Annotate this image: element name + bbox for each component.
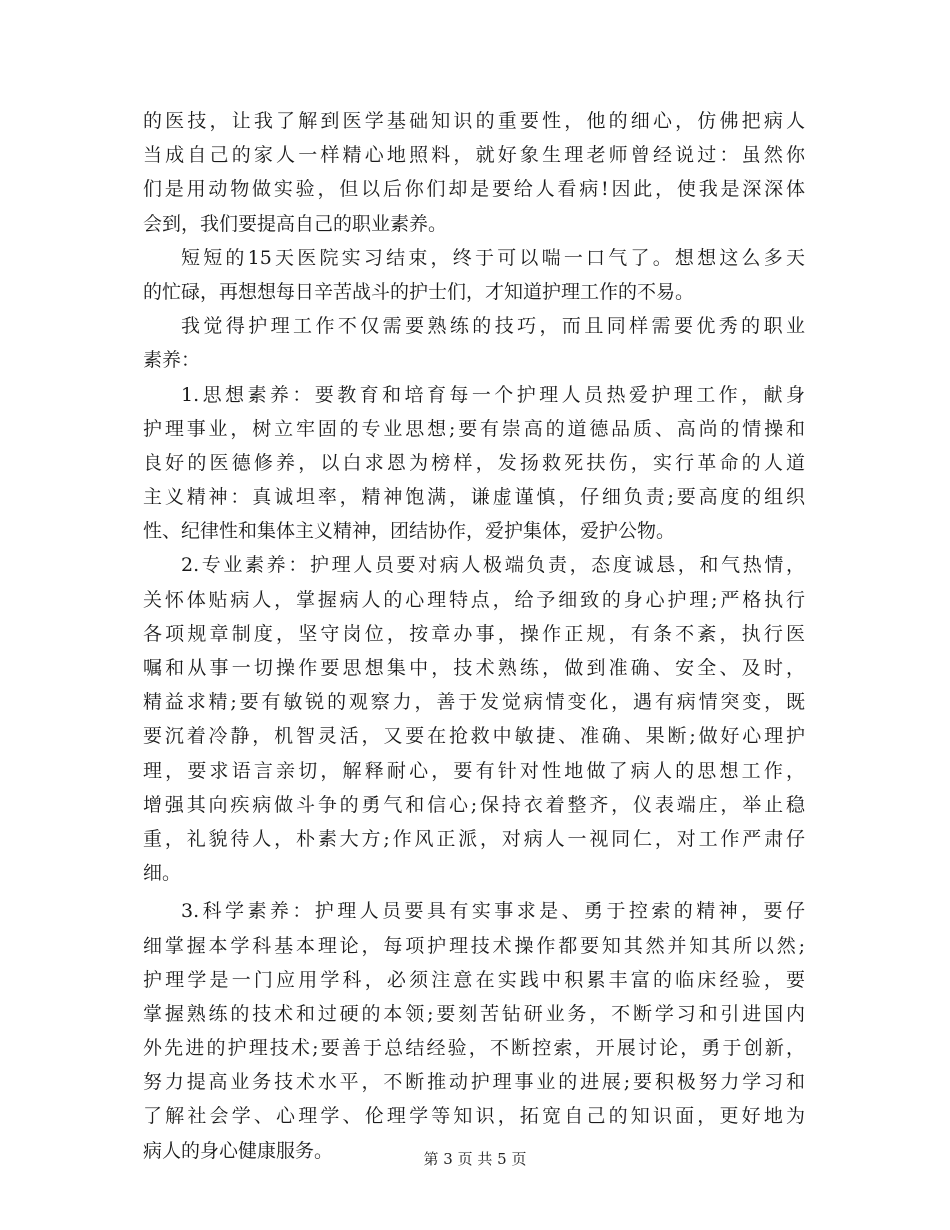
text-line: 了解社会学、心理学、伦理学等知识，拓宽自己的知识面，更好地为 [143,1105,805,1128]
paragraph-scientific-quality [143,894,805,1168]
text-line: 2.专业素养：护理人员要对病人极端负责，态度诚恳，和气热情， [181,554,805,577]
text-line: 会到，我们要提高自己的职业素养。 [143,212,448,235]
text-line: 各项规章制度，坚守岗位，按章办事，操作正规，有条不紊，执行医 [143,622,805,645]
text-line: 主义精神：真诚坦率，精神饱满，谦虚谨慎，仔细负责;要高度的组织 [143,486,805,509]
text-line: 精益求精;要有敏锐的观察力，善于发觉病情变化，遇有病情突变，既 [143,691,805,714]
text-line: 素养： [143,349,201,372]
text-line: 1.思想素养：要教育和培育每一个护理人员热爱护理工作，献身 [181,383,805,406]
paragraph-intro [143,309,805,377]
text-line: 当成自己的家人一样精心地照料，就好象生理老师曾经说过：虽然你 [143,144,805,167]
paragraph-professional-quality [143,548,805,890]
text-line: 外先进的护理技术;要善于总结经验，不断控索，开展讨论，勇于创新， [143,1037,805,1060]
text-line: 重，礼貌待人，朴素大方;作风正派，对病人一视同仁，对工作严肃仔 [143,827,805,850]
paragraph-continuation [143,104,805,241]
text-line: 掌握熟练的技术和过硬的本领;要刻苦钻研业务，不断学习和引进国内 [143,1002,805,1025]
text-line: 嘱和从事一切操作要思想集中，技术熟练，做到准确、安全、及时， [143,657,805,679]
text-line: 的医技，让我了解到医学基础知识的重要性，他的细心，仿佛把病人 [143,110,805,132]
paragraph-ideological-quality [143,378,805,549]
text-line: 们是用动物做实验，但以后你们却是要给人看病!因此，使我是深深体 [143,178,805,201]
text-line: 的忙碌，再想想每日辛苦战斗的护士们，才知道护理工作的不易。 [143,280,695,303]
page-number-footer: 第 3 页 共 5 页 [423,1150,527,1168]
text-line: 细。 [143,862,182,885]
text-line: 要沉着冷静，机智灵活，又要在抢救中敏捷、准确、果断;做好心理护 [143,725,805,748]
text-line: 理，要求语言亲切，解释耐心，要有针对性地做了病人的思想工作， [143,759,805,782]
text-line: 性、纪律性和集体主义精神，团结协作，爱护集体，爱护公物。 [143,520,676,543]
text-line: 3.科学素养：护理人员要具有实事求是、勇于控索的精神，要仔 [181,900,805,923]
text-line: 我觉得护理工作不仅需要熟练的技巧，而且同样需要优秀的职业 [181,315,805,338]
text-line: 护理学是一门应用学科，必须注意在实践中积累丰富的临床经验，要 [143,968,805,991]
text-line: 关怀体贴病人，掌握病人的心理特点，给予细致的身心护理;严格执行 [143,588,805,611]
text-line: 努力提高业务技术水平，不断推动护理事业的进展;要积极努力学习和 [143,1071,805,1094]
document-body [143,104,805,1168]
text-line: 良好的医德修养，以白求恩为榜样，发扬救死扶伤，实行革命的人道 [143,451,805,474]
text-line: 细掌握本学科基本理论，每项护理技术操作都要知其然并知其所以然; [143,934,805,957]
text-line: 护理事业，树立牢固的专业思想;要有崇高的道德品质、高尚的情操和 [143,417,805,440]
text-line: 增强其向疾病做斗争的勇气和信心;保持衣着整齐，仪表端庄，举止稳 [143,793,805,816]
text-line: 病人的身心健康服务。 [143,1139,334,1162]
text-line: 短短的15天医院实习结束，终于可以喘一口气了。想想这么多天 [181,246,805,269]
paragraph-internship-end [143,241,805,309]
